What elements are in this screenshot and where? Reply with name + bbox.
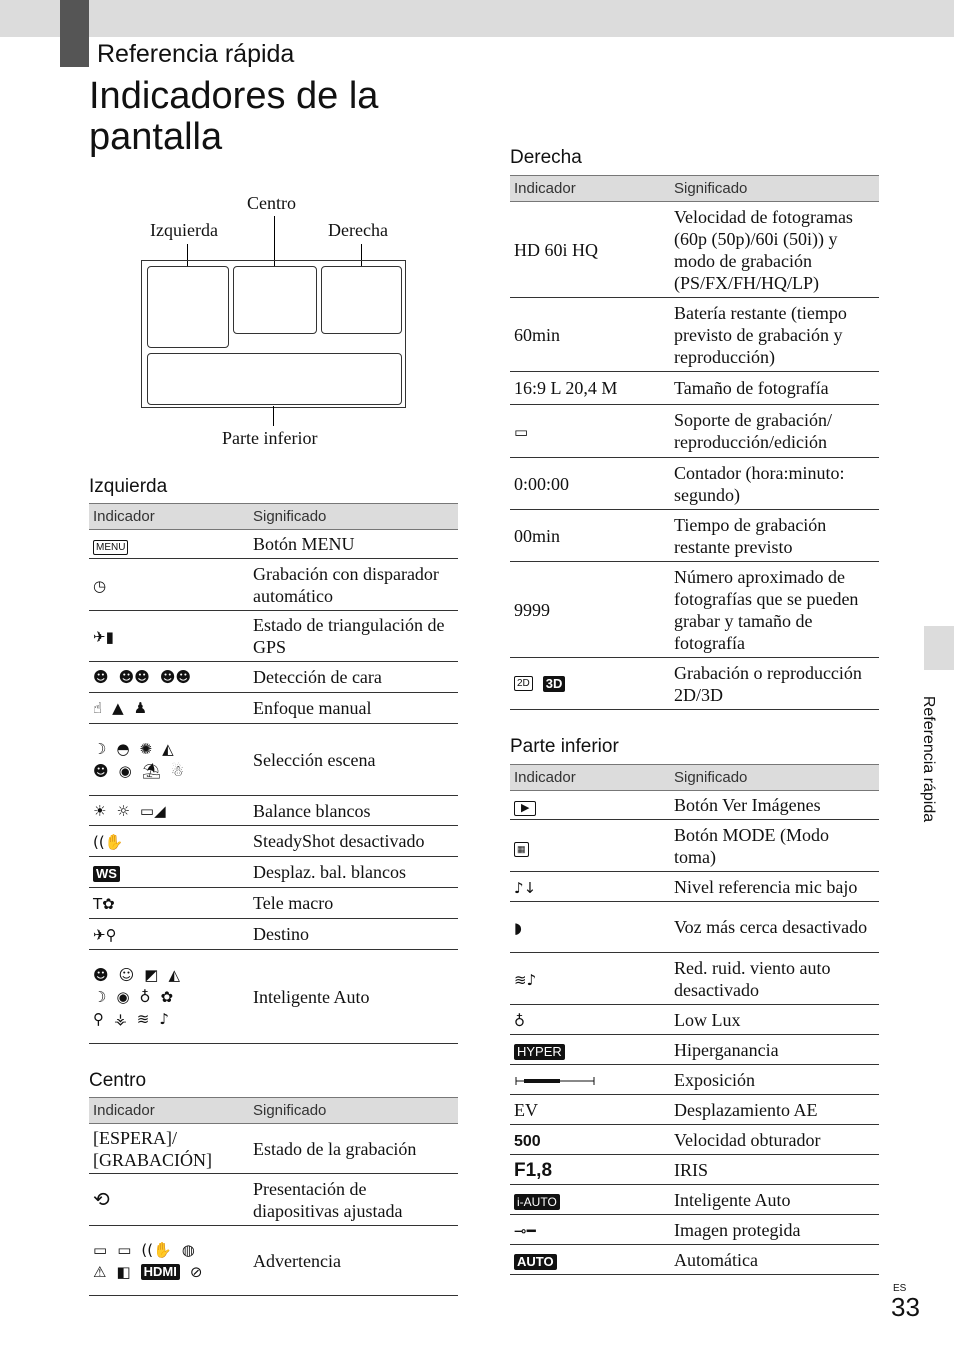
- table-right: [510, 175, 879, 710]
- col-header-indicator: Indicador: [89, 1098, 249, 1124]
- overheat-icon: ◍: [181, 1240, 195, 1259]
- page-number: 33: [891, 1292, 920, 1322]
- col-header-indicator: Indicador: [89, 504, 249, 530]
- table-title-bottom: Parte inferior: [510, 736, 619, 757]
- table-row: HD 60i HQ Velocidad de fotogramas (60p (50p)/60i (50i)) y modo de grabación (PS/FX/FH/HQ/LP): [510, 202, 879, 298]
- table-row: HYPER Hiperganancia: [510, 1035, 879, 1065]
- table-row: ≋♪ Red. ruid. viento auto desactivado: [510, 953, 879, 1005]
- table-center: [89, 1097, 458, 1296]
- memory-card-icon: ▭: [514, 423, 529, 441]
- db-error-icon: ◧: [116, 1262, 131, 1281]
- table-row: ▭ ▭ ((✋ ◍ ⚠ ◧ HDMI ⊘ Advertencia: [89, 1226, 458, 1296]
- section-label: Referencia rápida: [97, 40, 295, 68]
- table-row: AUTO Automática: [510, 1245, 879, 1275]
- manual-focus-icon: ☝: [93, 699, 103, 717]
- table-row: 2D 3D Grabación o reproducción 2D/3D: [510, 658, 879, 710]
- table-row: ☽ ◓ ✺ ◭ ☻ ◉ ⛱ ☃ Selección escena: [89, 724, 458, 796]
- lcd-screen-outline: [141, 260, 406, 408]
- sunrise-icon: ◓: [116, 739, 130, 758]
- 2d-icon: 2D: [514, 676, 533, 691]
- mountain-icon: ▲: [112, 699, 124, 717]
- col-header-meaning: Significado: [670, 765, 879, 791]
- table-row: ((✋ SteadyShot desactivado: [89, 826, 458, 857]
- card-warning-icon: ▭: [93, 1240, 108, 1259]
- col-header-indicator: Indicador: [510, 176, 670, 202]
- backlight-icon: ◩: [144, 965, 159, 984]
- destination-icon: ✈⚲: [93, 926, 117, 944]
- col-header-meaning: Significado: [249, 1098, 458, 1124]
- col-header-meaning: Significado: [249, 504, 458, 530]
- face-icon: ☻☻: [118, 668, 150, 686]
- landscape-icon: ◭: [168, 965, 181, 984]
- macro-icon: ✿: [160, 987, 174, 1006]
- menu-icon: MENU: [93, 540, 128, 555]
- 3d-icon: 3D: [543, 676, 566, 692]
- diagram-label-left: Izquierda: [150, 220, 218, 240]
- hdmi-icon: HDMI: [141, 1264, 180, 1280]
- landscape-icon: ◭: [162, 739, 174, 758]
- mic-icon: ♪: [159, 1009, 169, 1028]
- table-row: ☻ ☺ ◩ ◭ ☽ ◉ ♁ ✿ ⚲ ⚶ ≋ ♪ Inteligente Auto: [89, 950, 458, 1044]
- table-row: EV Desplazamiento AE: [510, 1095, 879, 1125]
- exposure-bar-icon: [514, 1076, 596, 1086]
- page-title: Indicadores de la pantalla: [89, 75, 379, 158]
- table-row: Exposición: [510, 1065, 879, 1095]
- table-row: 500 Velocidad obturador: [510, 1125, 879, 1155]
- diagram-label-center: Centro: [247, 193, 296, 213]
- bulb-icon: ☼: [116, 801, 130, 820]
- walking-icon: ⚲: [93, 1009, 104, 1028]
- sun-icon: ☀: [93, 801, 107, 820]
- baby-icon: ☺: [118, 965, 135, 984]
- no-icon: ⊘: [189, 1262, 203, 1281]
- diagram-label-right: Derecha: [328, 220, 388, 240]
- tripod-icon: ⚶: [114, 1009, 127, 1028]
- low-light-icon: ♁: [139, 987, 151, 1006]
- table-row: ✈⚲ Destino: [89, 919, 458, 950]
- table-row: ☻ ☻☻ ☻☻ Detección de cara: [89, 662, 458, 693]
- table-row: WS Desplaz. bal. blancos: [89, 857, 458, 888]
- mic-level-low-icon: ♪↓: [514, 878, 537, 897]
- table-row: 60min Batería restante (tiempo previsto de grabación y reproducción): [510, 298, 879, 372]
- table-row: i-AUTO Inteligente Auto: [510, 1185, 879, 1215]
- table-row: ✈▮ Estado de triangulación de GPS: [89, 611, 458, 662]
- warning-icon: ⚠: [93, 1262, 107, 1281]
- slideshow-icon: ⟲: [93, 1186, 110, 1211]
- table-row: ▦ Botón MODE (Modo toma): [510, 820, 879, 872]
- protect-key-icon: ⊸━: [514, 1221, 536, 1240]
- one-push-wb-icon: ▭◢: [139, 801, 166, 820]
- table-title-right: Derecha: [510, 147, 582, 168]
- table-row: 16:9 L 20,4 M Tamaño de fotografía: [510, 372, 879, 405]
- face-off-icon: ☻: [93, 668, 109, 686]
- zone-right: [321, 266, 402, 334]
- table-row: ◗ Voz más cerca desactivado: [510, 902, 879, 953]
- table-row: ♪↓ Nivel referencia mic bajo: [510, 872, 879, 902]
- card-error-icon: ▭: [117, 1240, 132, 1259]
- mode-button-icon: ▦: [514, 842, 529, 857]
- hyper-gain-icon: HYPER: [514, 1044, 565, 1060]
- col-header-meaning: Significado: [670, 176, 879, 202]
- table-row: 00min Tiempo de grabación restante previsto: [510, 510, 879, 562]
- wind-icon: ≋: [136, 1009, 150, 1028]
- view-images-icon: ▶: [514, 801, 536, 816]
- zone-bottom: [147, 353, 402, 405]
- snow-icon: ☃: [170, 761, 185, 780]
- table-row: ◷ Grabación con disparador automático: [89, 559, 458, 611]
- intelligent-auto-icon: i-AUTO: [514, 1194, 560, 1210]
- table-row: ▭ Soporte de grabación/ reproducción/edición: [510, 405, 879, 458]
- col-header-indicator: Indicador: [510, 765, 670, 791]
- steadyshot-off-icon: ((✋: [93, 833, 124, 851]
- person-icon: ♟: [133, 699, 148, 717]
- table-title-left: Izquierda: [89, 476, 168, 497]
- table-row: MENU Botón MENU: [89, 530, 458, 559]
- table-row: 9999 Número aproximado de fotografías que se pueden grabar y tamaño de fotografía: [510, 562, 879, 658]
- wind-noise-off-icon: ≋♪: [514, 970, 537, 989]
- table-row: ☀ ☼ ▭◢ Balance blancos: [89, 796, 458, 826]
- beach-icon: ⛱: [141, 761, 161, 780]
- low-lux-icon: ♁: [514, 1011, 525, 1030]
- table-row: ☝ ▲ ♟ Enfoque manual: [89, 693, 458, 724]
- closer-voice-off-icon: ◗: [514, 919, 522, 937]
- page-language: ES: [893, 1283, 907, 1294]
- portrait-icon: ☻: [93, 965, 109, 984]
- header-bar: [0, 0, 954, 37]
- spotlight-icon: ◉: [118, 761, 132, 780]
- table-row: T✿ Tele macro: [89, 888, 458, 919]
- auto-icon: AUTO: [514, 1254, 557, 1270]
- table-row: ⟲ Presentación de diapositivas ajustada: [89, 1174, 458, 1226]
- night-icon: ☽: [93, 739, 107, 758]
- face-priority-icon: ☻☻: [159, 668, 192, 686]
- iris-value: F1,8: [514, 1159, 553, 1181]
- leader-line: [274, 216, 275, 266]
- table-left: [89, 503, 458, 1044]
- table-row: ♁ Low Lux: [510, 1005, 879, 1035]
- table-row: ▶ Botón Ver Imágenes: [510, 791, 879, 820]
- self-timer-icon: ◷: [93, 576, 107, 595]
- zone-center: [233, 266, 317, 334]
- table-row: F1,8 IRIS: [510, 1155, 879, 1185]
- side-tab: [924, 626, 954, 670]
- header-tab: [60, 0, 89, 67]
- night-icon: ☽: [93, 987, 107, 1006]
- white-shift-icon: WS: [93, 866, 120, 882]
- gps-icon: ✈▮: [93, 628, 114, 646]
- leader-line: [273, 406, 274, 426]
- table-title-center: Centro: [89, 1070, 147, 1091]
- shutter-speed-value: 500: [514, 1132, 541, 1150]
- tele-macro-icon: T✿: [93, 895, 115, 913]
- zone-left: [147, 266, 229, 348]
- diagram-label-bottom: Parte inferior: [222, 428, 318, 448]
- table-row: ⊸━ Imagen protegida: [510, 1215, 879, 1245]
- table-row: 0:00:00 Contador (hora:minuto: segundo): [510, 458, 879, 510]
- portrait-icon: ☻: [93, 761, 109, 780]
- shake-warning-icon: ((✋: [141, 1240, 172, 1259]
- table-row: [ESPERA]/ [GRABACIÓN] Estado de la grabación: [89, 1124, 458, 1174]
- spotlight-icon: ◉: [116, 987, 130, 1006]
- fireworks-icon: ✺: [139, 739, 153, 758]
- side-label: Referencia rápida: [920, 695, 937, 823]
- table-bottom: [510, 764, 879, 1275]
